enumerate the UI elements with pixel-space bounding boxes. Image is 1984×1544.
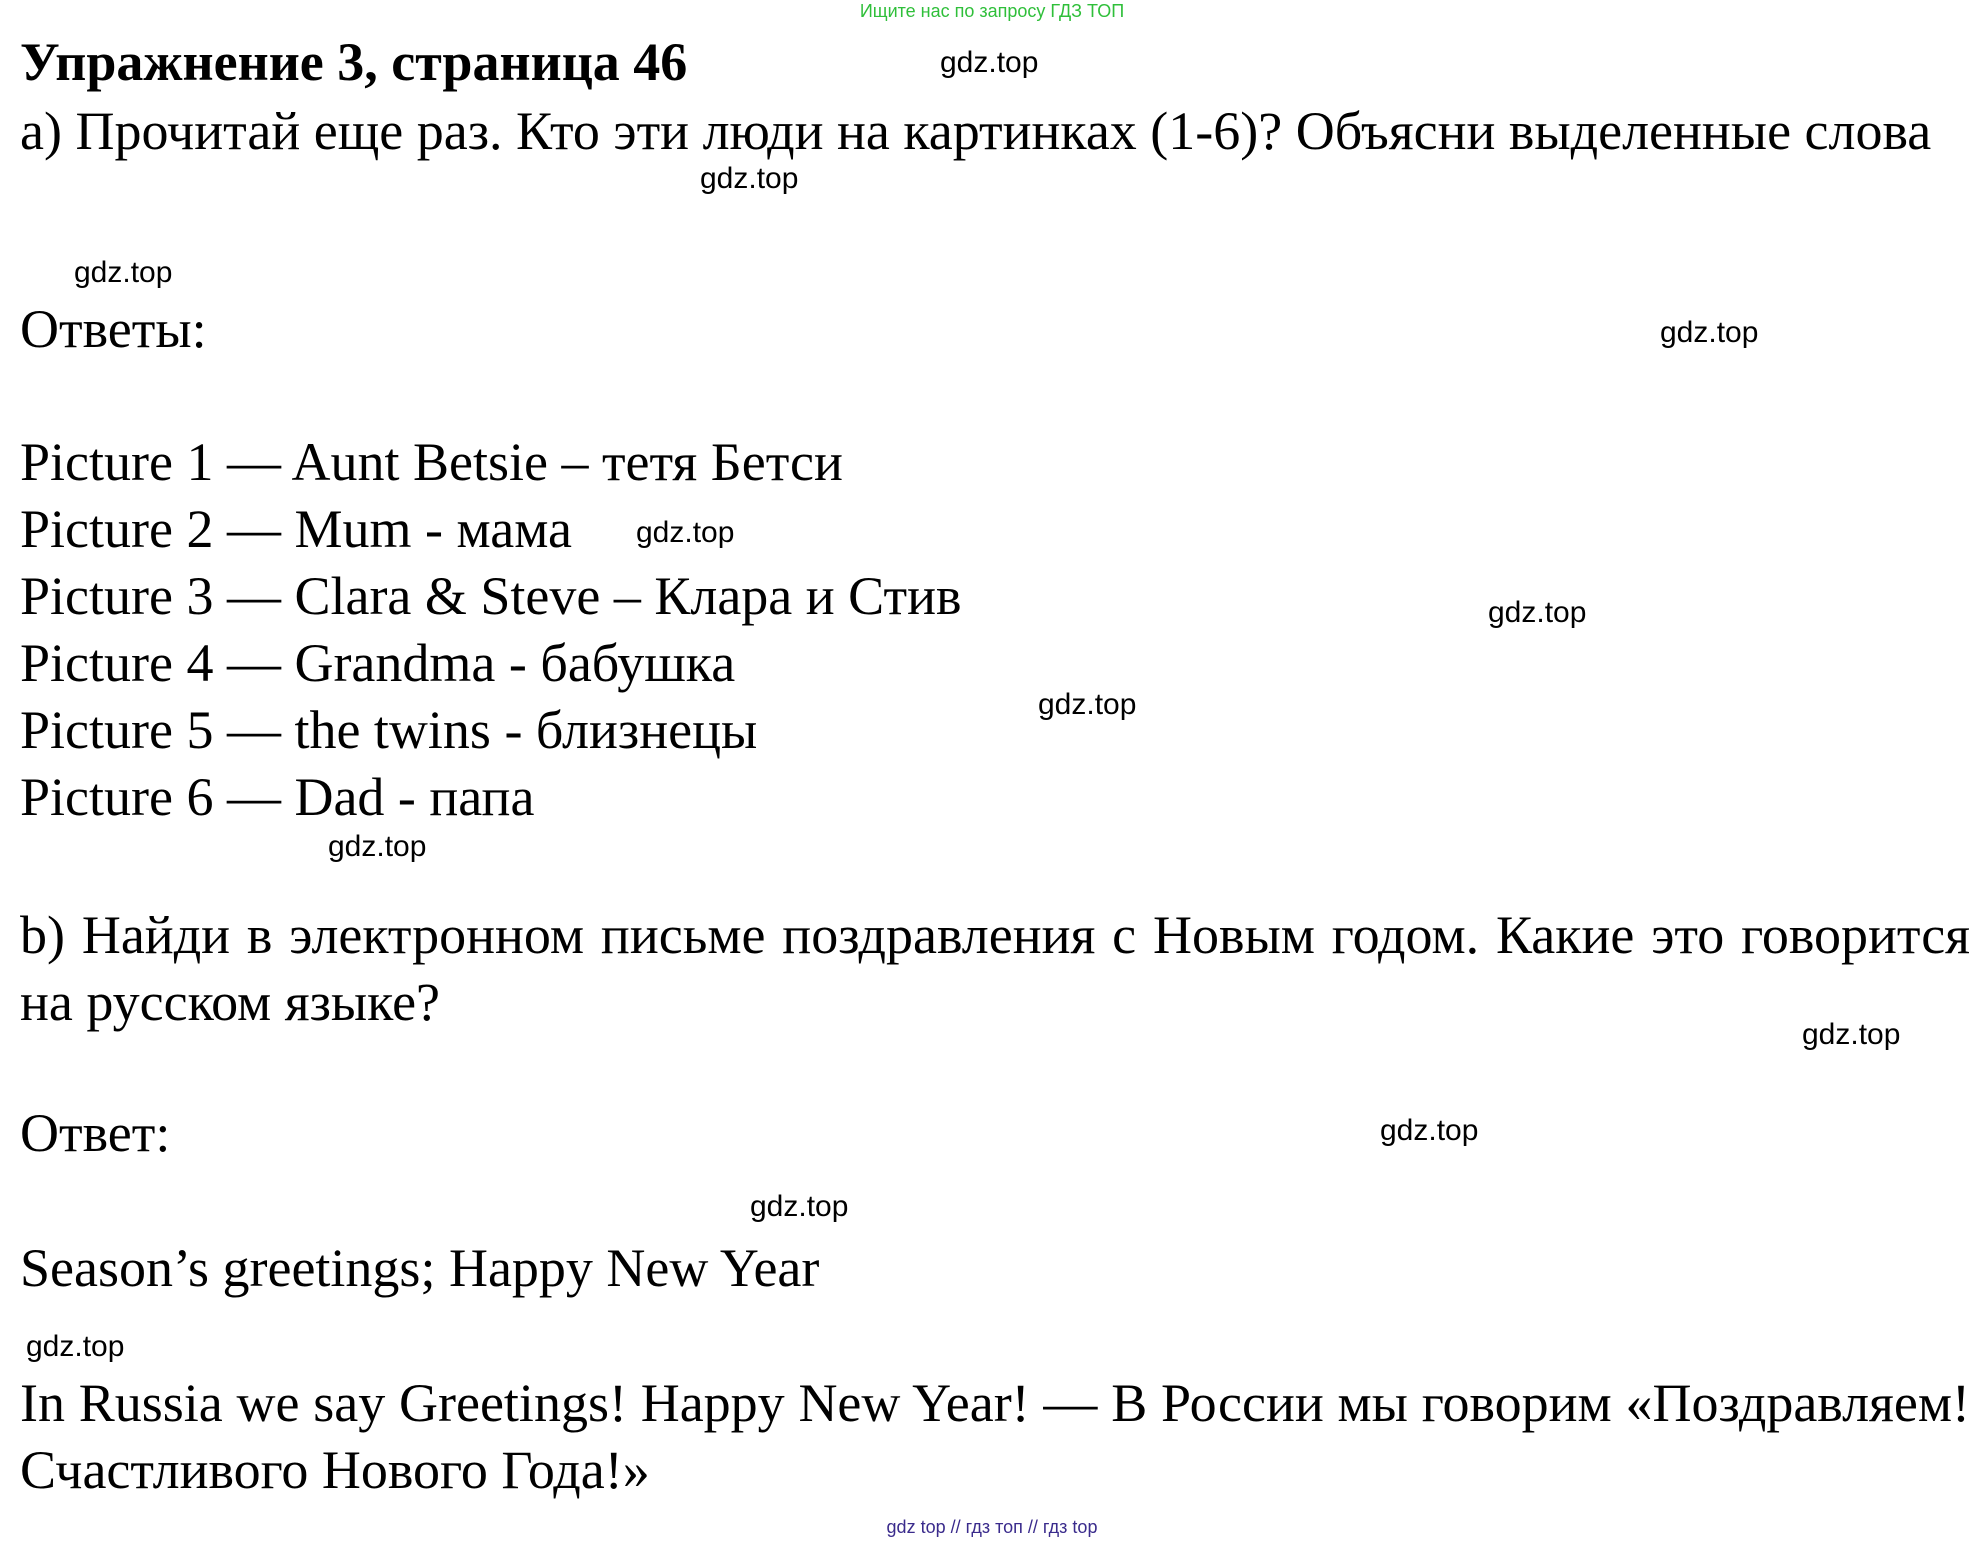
answers-label: Ответы:: [20, 299, 207, 359]
picture-answer-3: Picture 3 — Clara & Steve – Клара и Стив: [20, 566, 962, 626]
picture-answer-6: Picture 6 — Dad - папа: [20, 767, 535, 827]
answer-line-2: In Russia we say Greetings! Happy New Year! — В России мы говорим «Поздравляем! Счастливого Нового Года!»: [20, 1373, 1970, 1500]
watermark: gdz.top: [328, 830, 427, 863]
watermark: gdz.top: [700, 162, 799, 195]
picture-answer-5: Picture 5 — the twins - близнецы: [20, 700, 758, 760]
watermark: gdz.top: [750, 1190, 849, 1223]
watermark: gdz.top: [74, 256, 173, 289]
picture-answer-4: Picture 4 — Grandma - бабушка: [20, 633, 736, 693]
watermark: gdz.top: [1802, 1018, 1901, 1051]
footer-watermark: gdz top // гдз топ // гдз top: [886, 1517, 1098, 1537]
picture-answer-1: Picture 1 — Aunt Betsie – тетя Бетси: [20, 432, 843, 492]
picture-answer-2: Picture 2 — Mum - мама: [20, 499, 572, 559]
page-title: Упражнение 3, страница 46: [20, 32, 688, 92]
watermark: gdz.top: [636, 516, 735, 549]
watermark: gdz.top: [1660, 316, 1759, 349]
answer-label: Ответ:: [20, 1103, 171, 1163]
answer-line-1: Season’s greetings; Happy New Year: [20, 1238, 820, 1298]
watermark: gdz.top: [26, 1330, 125, 1363]
task-a-text: а) Прочитай еще раз. Кто эти люди на картинках (1-6)? Объясни выделенные слова: [20, 101, 1932, 161]
watermark: gdz.top: [1038, 688, 1137, 721]
task-b-text: b) Найди в электронном письме поздравления с Новым годом. Какие это говорится на русском языке?: [20, 905, 1970, 1032]
watermark: gdz.top: [1488, 596, 1587, 629]
watermark: gdz.top: [1380, 1114, 1479, 1147]
top-banner: Ищите нас по запросу ГДЗ ТОП: [859, 1, 1125, 21]
watermark: gdz.top: [940, 46, 1039, 79]
